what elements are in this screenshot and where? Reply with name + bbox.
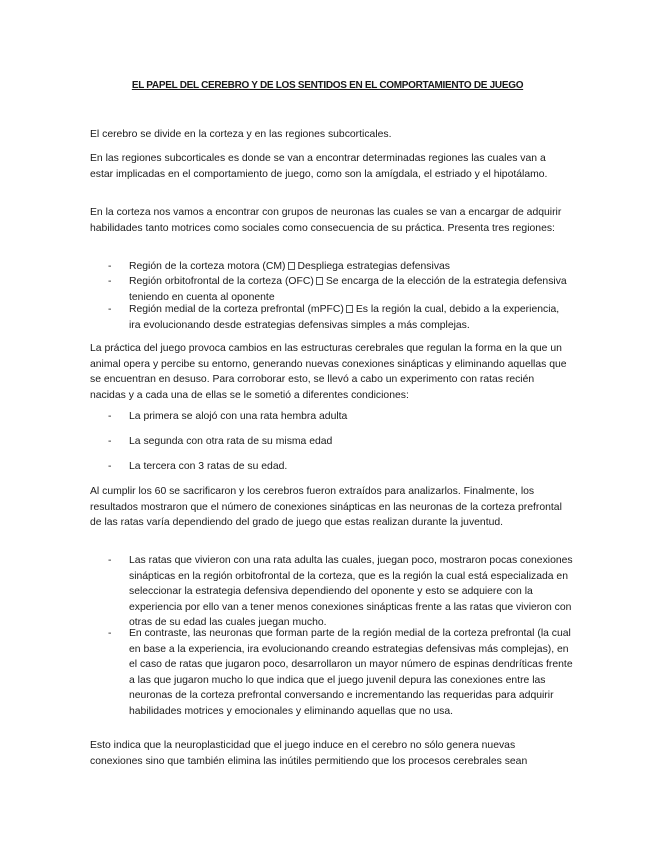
region-description: Despliega estrategias defensivas bbox=[297, 261, 450, 272]
region-description: Es la región la cual, debido a la experiencia, ira evolucionando desde estrategias defensivas simples a más complejas. bbox=[129, 304, 560, 331]
region-name: Región de la corteza motora (CM) bbox=[129, 261, 286, 272]
list-item-region-ofc bbox=[90, 274, 570, 305]
list-item-condition-2 bbox=[90, 434, 570, 450]
list-item-condition-1 bbox=[90, 409, 570, 425]
list-item-region-mpfc bbox=[90, 302, 570, 333]
condition-text: La tercera con 3 ratas de su edad. bbox=[129, 461, 288, 472]
paragraph-conclusion: Esto indica que la neuroplasticidad que el juego induce en el cerebro no sólo genera nuevas conexiones sino que también elimina las inútiles permitiendo que los procesos cerebrales sean bbox=[90, 740, 528, 767]
condition-text: La primera se alojó con una rata hembra adulta bbox=[129, 411, 348, 422]
arrow-symbol-icon bbox=[346, 305, 353, 313]
region-name: Región medial de la corteza prefrontal (mPFC) bbox=[129, 304, 344, 315]
paragraph-cortex: En la corteza nos vamos a encontrar con grupos de neuronas las cuales se van a encargar de adquirir habilidades tanto motrices como sociales como consecuencia de su práctica. Presenta tres regiones: bbox=[90, 207, 562, 234]
arrow-symbol-icon bbox=[288, 262, 295, 270]
condition-text: La segunda con otra rata de su misma edad bbox=[129, 436, 333, 447]
bullet-dash: - bbox=[108, 261, 112, 272]
bullet-dash: - bbox=[108, 628, 112, 639]
bullet-dash: - bbox=[108, 461, 112, 472]
bullet-dash: - bbox=[108, 436, 112, 447]
result-text: En contraste, las neuronas que forman parte de la región medial de la corteza prefrontal (la cual en base a la experiencia, ira evolucionando creando estrategias defensivas más complejas), en el caso de ratas que jugaron poco, desarrollaron un mayor número de espinas dendríticas frente a las que jugaron mucho lo que indica que el juego juvenil depura las conexiones entre las neuronas de la corteza prefrontal conversando e incrementando las requeridas para adquirir habilidades motrices y emocionales y eliminando aquellas que no usa. bbox=[129, 628, 573, 717]
paragraph-intro: El cerebro se divide en la corteza y en las regiones subcorticales. bbox=[90, 129, 392, 140]
list-item-region-cm bbox=[90, 259, 570, 275]
list-item-condition-3 bbox=[90, 459, 570, 475]
paragraph-subcortical: En las regiones subcorticales es donde se van a encontrar determinadas regiones las cuales van a estar implicadas en el comportamiento de juego, como son la amígdala, el estriado y el hipotálamo. bbox=[90, 153, 548, 180]
bullet-dash: - bbox=[108, 555, 112, 566]
result-text: Las ratas que vivieron con una rata adulta las cuales, juegan poco, mostraron pocas conexiones sinápticas en la región orbitofrontal de la corteza, que es la región la cual está especializada en seleccionar la estrategia defensiva dependiendo del oponente y esto se adquiere con la experiencia por ello van a tener menos conexiones sinápticas frente a las ratas que vivieron con otras de su edad las cuales juegan mucho. bbox=[129, 555, 573, 629]
bullet-dash: - bbox=[108, 411, 112, 422]
bullet-dash: - bbox=[108, 276, 112, 287]
bullet-dash: - bbox=[108, 304, 112, 315]
paragraph-results: Al cumplir los 60 se sacrificaron y los cerebros fueron extraídos para analizarlos. Finalmente, los resultados mostraron que el número de conexiones sinápticas en las neuronas de la corteza prefrontal de las ratas varía dependiendo del grado de juego que estas realizan durante la juventud. bbox=[90, 486, 562, 529]
list-item-result-1 bbox=[90, 553, 574, 631]
list-item-result-2 bbox=[90, 626, 574, 720]
region-description: Se encarga de la elección de la estrategia defensiva teniendo en cuenta al oponente bbox=[129, 276, 567, 303]
arrow-symbol-icon bbox=[316, 277, 323, 285]
paragraph-practice: La práctica del juego provoca cambios en las estructuras cerebrales que regulan la forma en la que un animal opera y percibe su entorno, generando nuevas conexiones sinápticas y eliminando aquellas que se encuentran en desuso. Para corroborar esto, se llevó a cabo un experimento con ratas recién nacidas y a cada una de ellas se le sometió a diferentes condiciones: bbox=[90, 343, 567, 401]
document-title: EL PAPEL DEL CEREBRO Y DE LOS SENTIDOS EN EL COMPORTAMIENTO DE JUEGO bbox=[131, 80, 524, 91]
region-name: Región orbitofrontal de la corteza (OFC) bbox=[129, 276, 314, 287]
